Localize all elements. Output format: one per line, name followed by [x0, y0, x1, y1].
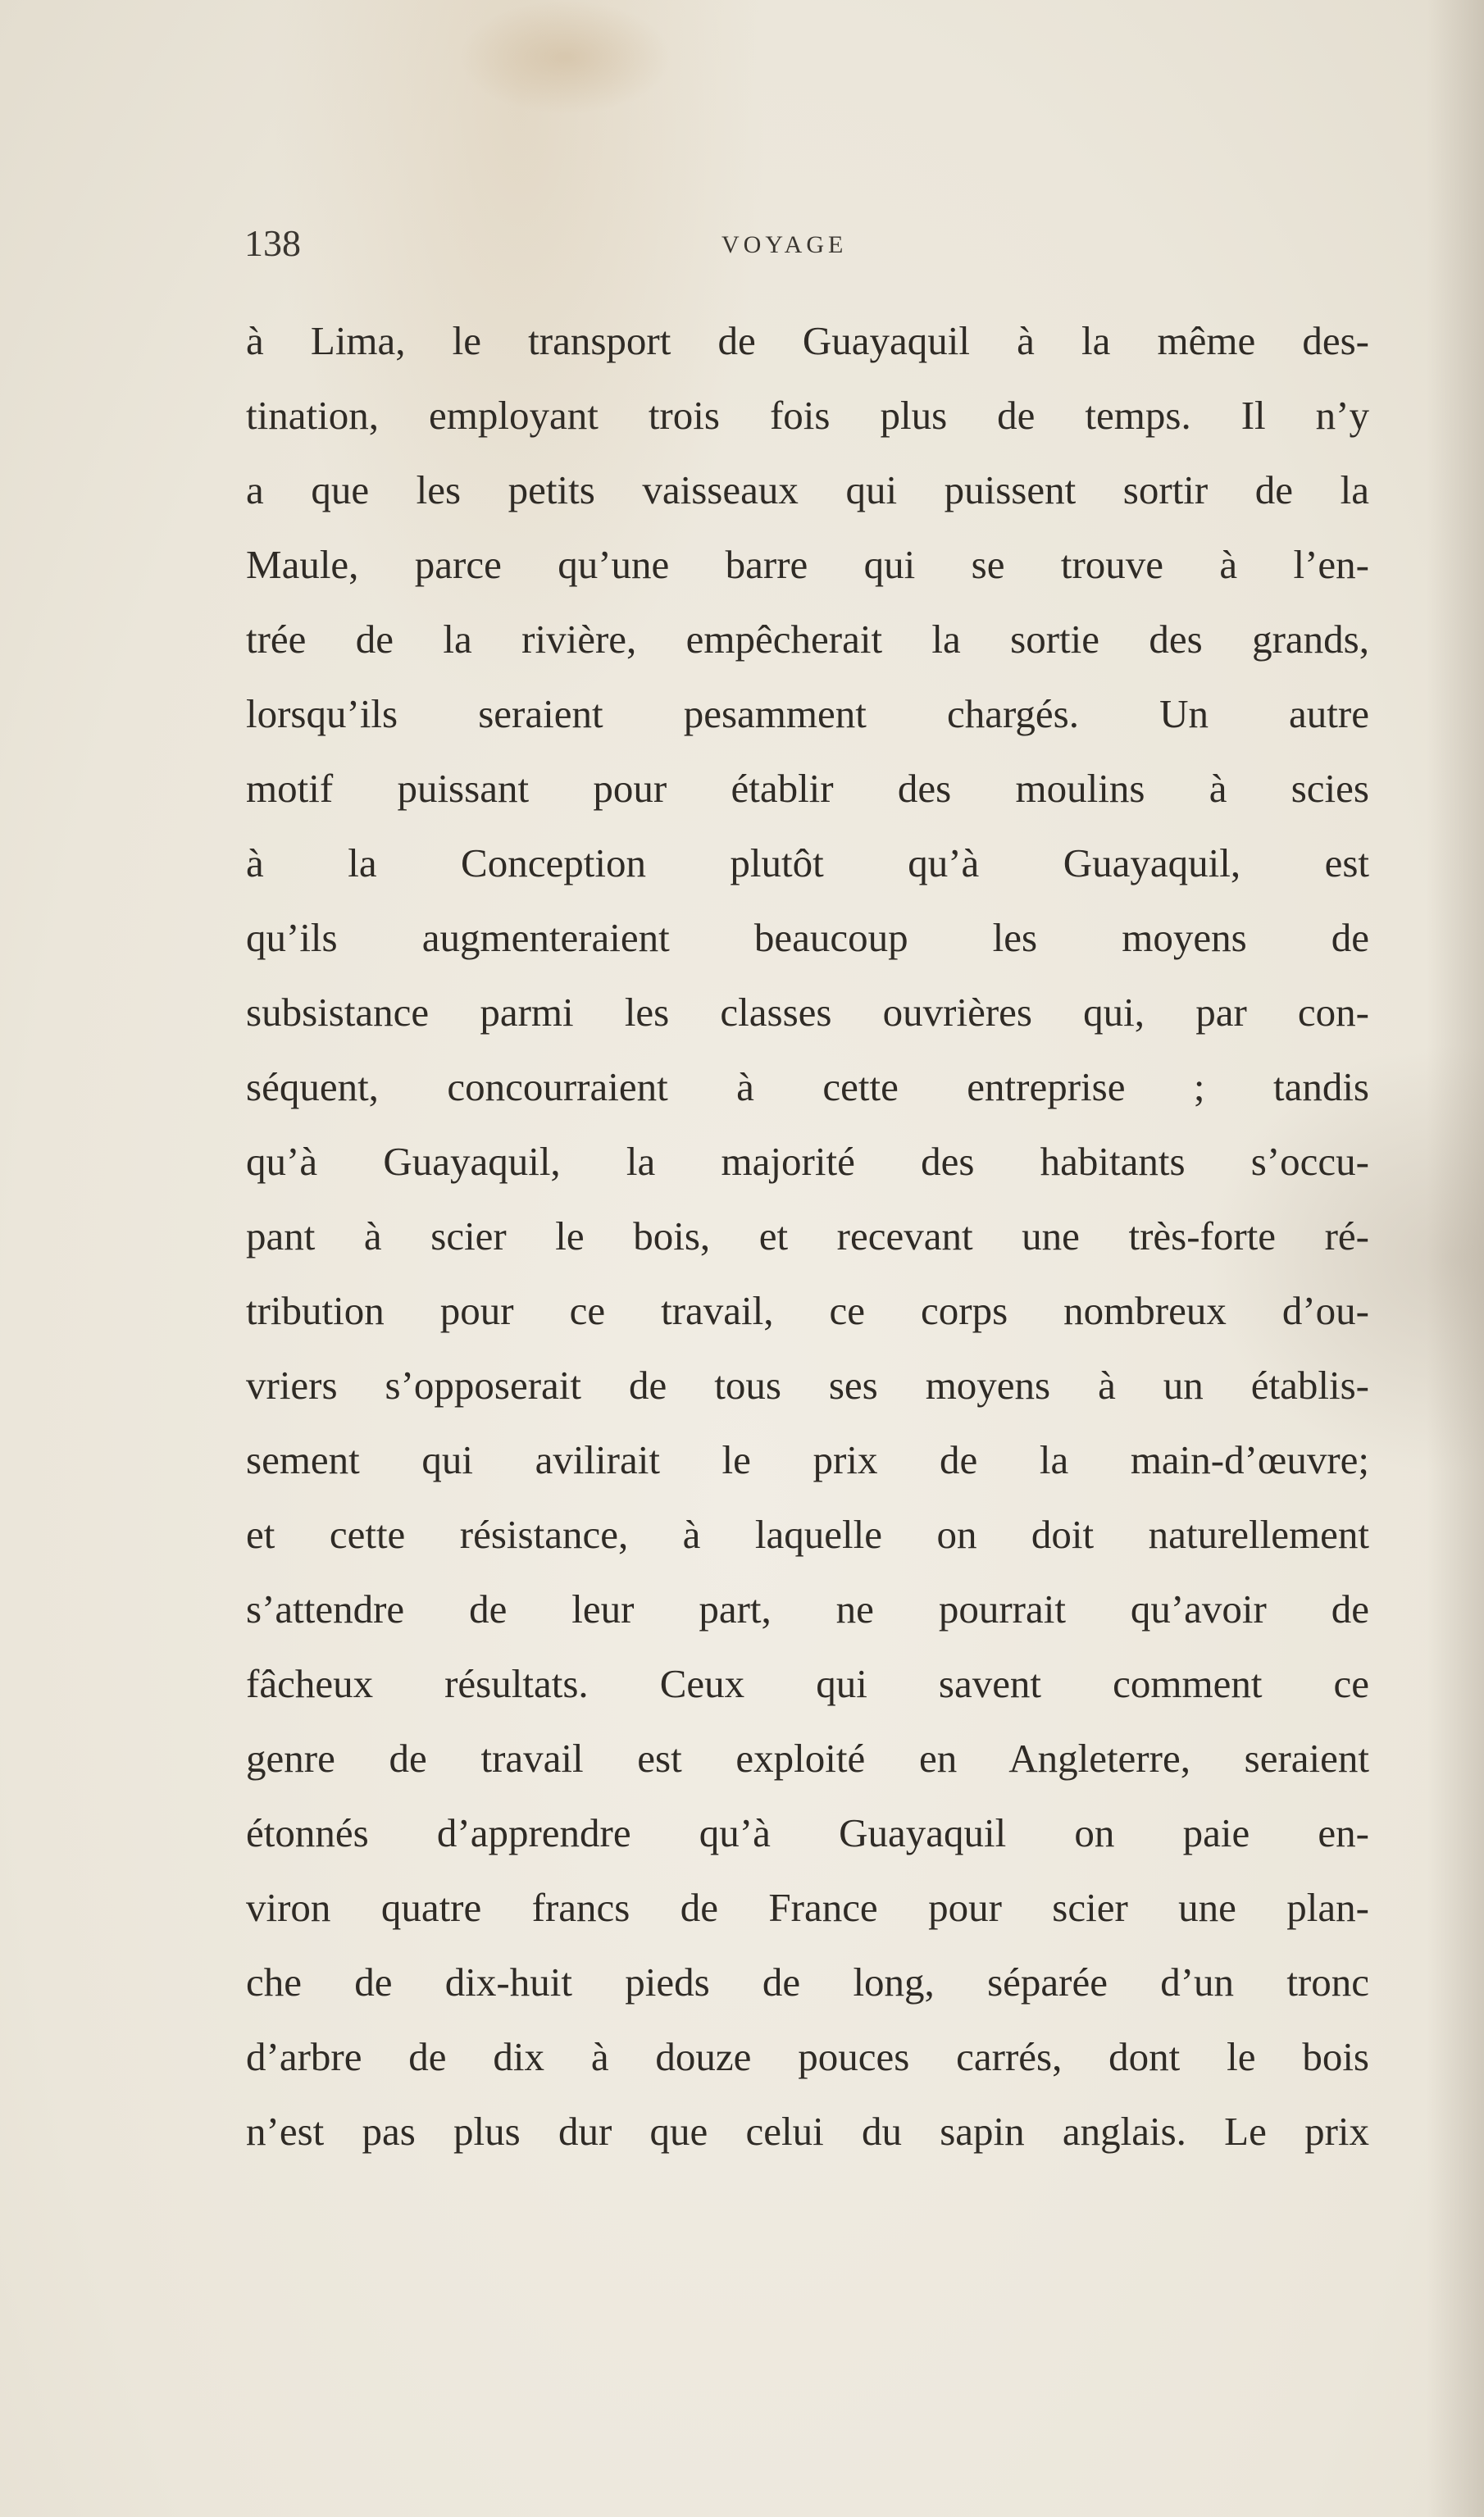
body-text [246, 303, 1369, 2169]
text-line: Maule, parce qu’une barre qui se trouve à l’en- [246, 542, 1369, 587]
page-edge-shadow [1427, 0, 1484, 2517]
text-line: à la Conception plutôt qu’à Guayaquil, est [246, 840, 1369, 885]
text-line: subsistance parmi les classes ouvrières qui, par con- [246, 990, 1369, 1035]
text-line: sement qui avilirait le prix de la main-d’œuvre; [246, 1437, 1369, 1482]
text-line: qu’ils augmenteraient beaucoup les moyens de [246, 915, 1369, 960]
text-line: che de dix-huit pieds de long, séparée d’un tronc [246, 1959, 1369, 2005]
text-line: qu’à Guayaquil, la majorité des habitants s’occu- [246, 1139, 1369, 1184]
text-line: tination, employant trois fois plus de temps. Il n’y [246, 393, 1369, 438]
text-line: pant à scier le bois, et recevant une très-forte ré- [246, 1213, 1369, 1258]
text-line: fâcheux résultats. Ceux qui savent comment ce [246, 1661, 1369, 1706]
page-number: 138 [244, 222, 301, 264]
text-line: et cette résistance, à laquelle on doit naturellement [246, 1512, 1369, 1557]
text-line: à Lima, le transport de Guayaquil à la même des- [246, 318, 1369, 363]
text-line: genre de travail est exploité en Angleterre, seraient [246, 1736, 1369, 1781]
text-line: trée de la rivière, empêcherait la sortie des grands, [246, 617, 1369, 662]
text-line: viron quatre francs de France pour scier une plan- [246, 1885, 1369, 1930]
text-line: séquent, concourraient à cette entreprise ; tandis [246, 1064, 1369, 1109]
text-line: lorsqu’ils seraient pesamment chargés. Un autre [246, 691, 1369, 736]
text-line: étonnés d’apprendre qu’à Guayaquil on paie en- [246, 1810, 1369, 1855]
text-line: vriers s’opposerait de tous ses moyens à un établis- [246, 1363, 1369, 1408]
text-line: s’attendre de leur part, ne pourrait qu’avoir de [246, 1586, 1369, 1632]
text-line: n’est pas plus dur que celui du sapin anglais. Le prix [246, 2109, 1369, 2154]
paper-stain [459, 0, 672, 115]
page-header [244, 221, 1368, 287]
text-line: a que les petits vaisseaux qui puissent sortir de la [246, 467, 1369, 512]
running-title: VOYAGE [722, 231, 848, 258]
text-line: tribution pour ce travail, ce corps nombreux d’ou- [246, 1288, 1369, 1333]
text-line: motif puissant pour établir des moulins à scies [246, 766, 1369, 811]
text-line: d’arbre de dix à douze pouces carrés, dont le bois [246, 2034, 1369, 2079]
